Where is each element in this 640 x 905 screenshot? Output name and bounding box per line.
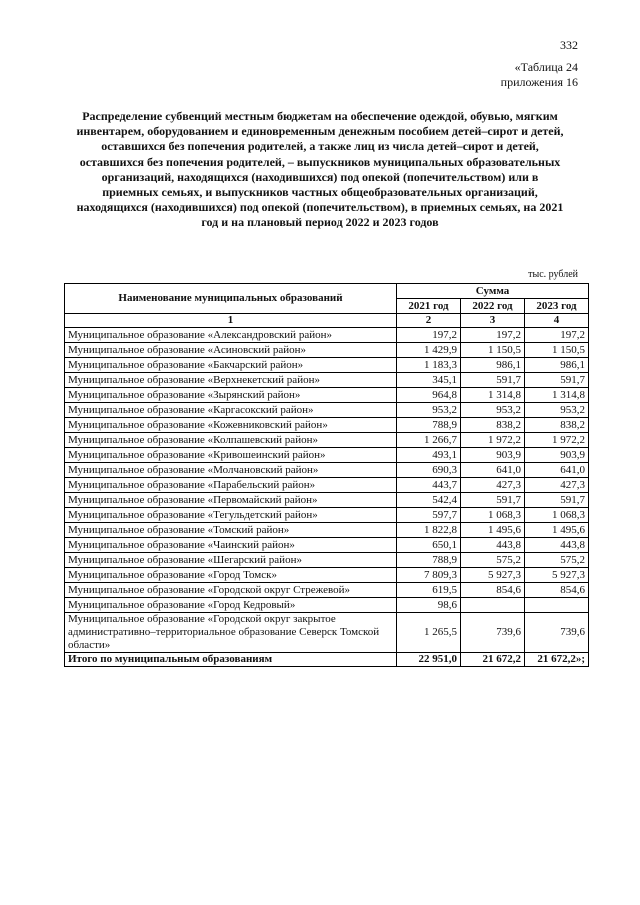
header-year-2023: 2023 год	[525, 299, 589, 314]
value-2021: 493,1	[397, 448, 461, 463]
value-2023: 1 972,2	[525, 433, 589, 448]
municipality-name: Муниципальное образование «Александровский район»	[65, 328, 397, 343]
value-2021: 597,7	[397, 508, 461, 523]
table-row	[65, 478, 589, 493]
value-2023: 197,2	[525, 328, 589, 343]
value-2022: 903,9	[461, 448, 525, 463]
value-2023: 1 150,5	[525, 343, 589, 358]
value-2023: 443,8	[525, 538, 589, 553]
value-2022: 591,7	[461, 373, 525, 388]
value-2022: 1 314,8	[461, 388, 525, 403]
value-2023: 575,2	[525, 553, 589, 568]
header-year-2021: 2021 год	[397, 299, 461, 314]
municipality-name: Муниципальное образование «Колпашевский район»	[65, 433, 397, 448]
table-reference-line2: приложения 16	[500, 75, 578, 89]
municipality-name: Муниципальное образование «Первомайский район»	[65, 493, 397, 508]
value-2022: 1 150,5	[461, 343, 525, 358]
value-2021: 443,7	[397, 478, 461, 493]
table-row	[65, 538, 589, 553]
value-2023	[525, 598, 589, 613]
value-2021: 1 266,7	[397, 433, 461, 448]
municipality-name: Муниципальное образование «Город Кедровый»	[65, 598, 397, 613]
municipality-name: Муниципальное образование «Городской округ закрытое административно–территориальное образование Северск Томской области»	[65, 613, 397, 653]
table-row	[65, 463, 589, 478]
municipality-name: Муниципальное образование «Город Томск»	[65, 568, 397, 583]
value-2023: 591,7	[525, 373, 589, 388]
table-row	[65, 598, 589, 613]
value-2023: 953,2	[525, 403, 589, 418]
value-2021: 1 822,8	[397, 523, 461, 538]
municipality-name: Муниципальное образование «Кривошеинский район»	[65, 448, 397, 463]
table-row	[65, 523, 589, 538]
value-2023: 591,7	[525, 493, 589, 508]
municipality-name: Муниципальное образование «Верхнекетский район»	[65, 373, 397, 388]
value-2021: 650,1	[397, 538, 461, 553]
municipality-name: Итого по муниципальным образованиям	[65, 653, 397, 667]
header-name: Наименование муниципальных образований	[65, 284, 397, 314]
value-2023: 1 068,3	[525, 508, 589, 523]
value-2023: 903,9	[525, 448, 589, 463]
table-row	[65, 403, 589, 418]
table-row	[65, 553, 589, 568]
municipality-name: Муниципальное образование «Городской округ Стрежевой»	[65, 583, 397, 598]
value-2022: 21 672,2	[461, 653, 525, 667]
value-2022: 1 495,6	[461, 523, 525, 538]
value-2021: 1 429,9	[397, 343, 461, 358]
value-2023: 854,6	[525, 583, 589, 598]
page-number: 332	[560, 38, 578, 52]
value-2021: 690,3	[397, 463, 461, 478]
municipality-name: Муниципальное образование «Чаинский район»	[65, 538, 397, 553]
table-row	[65, 328, 589, 343]
value-2021: 197,2	[397, 328, 461, 343]
value-2022: 739,6	[461, 613, 525, 653]
units-label: тыс. рублей	[528, 269, 578, 280]
value-2023: 739,6	[525, 613, 589, 653]
value-2021: 345,1	[397, 373, 461, 388]
value-2021: 22 951,0	[397, 653, 461, 667]
value-2022: 838,2	[461, 418, 525, 433]
column-index: 2	[397, 314, 461, 328]
value-2023: 21 672,2»;	[525, 653, 589, 667]
value-2021: 788,9	[397, 418, 461, 433]
value-2021: 1 183,3	[397, 358, 461, 373]
column-index-row	[65, 314, 589, 328]
municipality-name: Муниципальное образование «Парабельский район»	[65, 478, 397, 493]
table-row	[65, 448, 589, 463]
municipality-name: Муниципальное образование «Бакчарский район»	[65, 358, 397, 373]
value-2022: 986,1	[461, 358, 525, 373]
value-2022: 953,2	[461, 403, 525, 418]
table-row	[65, 508, 589, 523]
header-sum: Сумма	[397, 284, 589, 299]
table-row	[65, 388, 589, 403]
value-2021: 619,5	[397, 583, 461, 598]
value-2022: 591,7	[461, 493, 525, 508]
value-2023: 427,3	[525, 478, 589, 493]
value-2022: 641,0	[461, 463, 525, 478]
value-2021: 964,8	[397, 388, 461, 403]
header-year-2022: 2022 год	[461, 299, 525, 314]
table-reference-line1: «Таблица 24	[514, 60, 578, 74]
column-index: 1	[65, 314, 397, 328]
table-row	[65, 613, 589, 653]
municipality-name: Муниципальное образование «Молчановский район»	[65, 463, 397, 478]
value-2023: 641,0	[525, 463, 589, 478]
total-row	[65, 653, 589, 667]
value-2022	[461, 598, 525, 613]
value-2022: 1 972,2	[461, 433, 525, 448]
value-2022: 427,3	[461, 478, 525, 493]
municipality-name: Муниципальное образование «Кожевниковский район»	[65, 418, 397, 433]
value-2022: 443,8	[461, 538, 525, 553]
subventions-table	[64, 283, 589, 667]
value-2021: 788,9	[397, 553, 461, 568]
value-2022: 197,2	[461, 328, 525, 343]
table-row	[65, 583, 589, 598]
value-2022: 575,2	[461, 553, 525, 568]
value-2023: 838,2	[525, 418, 589, 433]
document-title: Распределение субвенций местным бюджетам на обеспечение одеждой, обувью, мягким инвентарем, оборудованием и единовременным денежным пособием детей–сирот и детей, оставшихся без попечения родителей, а также лиц из числа детей–сирот и детей, оставшихся без попечения родителей, – выпускников муниципальных образовательных организаций, находящихся (находившихся) под опекой (попечительством) или в приемных семьях, и выпускников частных общеобразовательных организаций, находящихся (находившихся) под опекой (попечительством), в приемных семьях, на 2021 год и на плановый период 2022 и 2023 годов	[76, 109, 564, 230]
municipality-name: Муниципальное образование «Асиновский район»	[65, 343, 397, 358]
value-2021: 953,2	[397, 403, 461, 418]
table-row	[65, 568, 589, 583]
table-row	[65, 343, 589, 358]
value-2021: 7 809,3	[397, 568, 461, 583]
value-2021: 98,6	[397, 598, 461, 613]
table-row	[65, 493, 589, 508]
municipality-name: Муниципальное образование «Тегульдетский район»	[65, 508, 397, 523]
table-row	[65, 433, 589, 448]
table-row	[65, 358, 589, 373]
value-2022: 1 068,3	[461, 508, 525, 523]
value-2022: 5 927,3	[461, 568, 525, 583]
municipality-name: Муниципальное образование «Шегарский район»	[65, 553, 397, 568]
municipality-name: Муниципальное образование «Зырянский район»	[65, 388, 397, 403]
value-2021: 542,4	[397, 493, 461, 508]
value-2023: 986,1	[525, 358, 589, 373]
municipality-name: Муниципальное образование «Томский район»	[65, 523, 397, 538]
value-2023: 1 314,8	[525, 388, 589, 403]
column-index: 3	[461, 314, 525, 328]
table-row	[65, 418, 589, 433]
municipality-name: Муниципальное образование «Каргасокский район»	[65, 403, 397, 418]
column-index: 4	[525, 314, 589, 328]
table-reference	[501, 60, 578, 90]
value-2021: 1 265,5	[397, 613, 461, 653]
value-2023: 1 495,6	[525, 523, 589, 538]
value-2022: 854,6	[461, 583, 525, 598]
table-row	[65, 373, 589, 388]
value-2023: 5 927,3	[525, 568, 589, 583]
